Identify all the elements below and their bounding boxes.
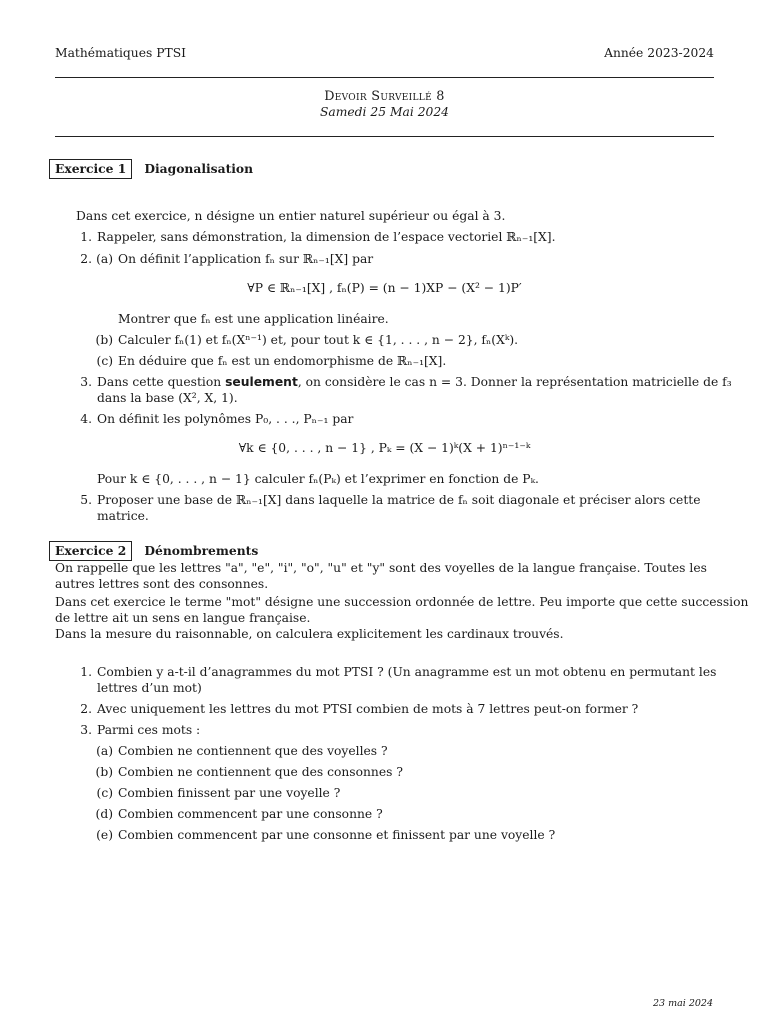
exercise-1-intro: Dans cet exercice, n désigne un entier naturel supérieur ou égal à 3. xyxy=(76,209,506,223)
ex1-question-2c: En déduire que fₙ est un endomorphisme de ℝₙ₋₁[X]. xyxy=(118,354,447,368)
exercise-1-box: Exercice 1 xyxy=(49,159,132,179)
q3-emphasis: seulement xyxy=(225,375,298,389)
ex1-question-4: On définit les polynômes P₀, . . ., Pₙ₋₁ par xyxy=(97,412,354,426)
exercise-2-box: Exercice 2 xyxy=(49,541,132,561)
list-number: 3. xyxy=(80,375,92,389)
ex1-question-1: Rappeler, sans démonstration, la dimension de l’espace vectoriel ℝₙ₋₁[X]. xyxy=(97,230,556,244)
list-number: 1. xyxy=(80,230,92,244)
header-right: Année 2023-2024 xyxy=(604,46,714,60)
document-date: Samedi 25 Mai 2024 xyxy=(319,105,450,119)
exercise-1-heading xyxy=(49,159,253,179)
header-left: Mathématiques PTSI xyxy=(55,46,186,60)
list-number: 4. xyxy=(80,412,92,426)
ex1-question-5-line2: matrice. xyxy=(97,509,149,523)
list-number: 3. xyxy=(80,723,92,737)
list-number: 2. xyxy=(80,252,92,266)
ex2-question-3e: Combien commencent par une consonne et finissent par une voyelle ? xyxy=(118,828,556,842)
header-rule xyxy=(55,77,714,78)
ex1-question-5: Proposer une base de ℝₙ₋₁[X] dans laquelle la matrice de fₙ soit diagonale et préciser alors cette xyxy=(97,493,701,507)
ex2-paragraph-3: Dans la mesure du raisonnable, on calculera explicitement les cardinaux trouvés. xyxy=(55,627,564,641)
list-number: 1. xyxy=(80,665,92,679)
ex1-question-2a-after: Montrer que fₙ est une application linéaire. xyxy=(118,312,389,326)
ex1-question-3 xyxy=(97,375,732,391)
list-number: 5. xyxy=(80,493,92,507)
sub-label: (b) xyxy=(95,333,113,347)
sub-label: (c) xyxy=(96,786,113,800)
ex2-question-3d: Combien commencent par une consonne ? xyxy=(118,807,383,821)
sub-label: (a) xyxy=(96,744,113,758)
sub-label: (b) xyxy=(95,765,113,779)
sub-label: (c) xyxy=(96,354,113,368)
sub-label: (e) xyxy=(96,828,113,842)
ex1-equation-2: ∀k ∈ {0, . . . , n − 1} , Pₖ = (X − 1)ᵏ(X + 1)ⁿ⁻¹⁻ᵏ xyxy=(238,441,531,455)
ex2-question-3: Parmi ces mots : xyxy=(97,723,201,737)
list-number: 2. xyxy=(80,702,92,716)
q3-text-pre: Dans cette question xyxy=(97,375,226,389)
footer-date: 23 mai 2024 xyxy=(652,998,713,1009)
ex1-question-2a: On définit l’application fₙ sur ℝₙ₋₁[X] par xyxy=(118,252,374,266)
sub-label: (a) xyxy=(96,252,113,266)
exercise-2-title: Dénombrements xyxy=(144,543,259,558)
ex2-paragraph-1-line2: autres lettres sont des consonnes. xyxy=(55,577,269,591)
q3-text-post: , on considère le cas n = 3. Donner la représentation matricielle de f₃ xyxy=(297,375,732,389)
ex2-paragraph-2-line2: de lettre ait un sens en langue française. xyxy=(55,611,311,625)
ex2-question-3c: Combien finissent par une voyelle ? xyxy=(118,786,341,800)
ex2-question-2: Avec uniquement les lettres du mot PTSI combien de mots à 7 lettres peut-on former ? xyxy=(97,702,639,716)
document-title: Devoir Surveillé 8 xyxy=(324,89,445,104)
ex2-question-3b: Combien ne contiennent que des consonnes ? xyxy=(118,765,403,779)
title-rule xyxy=(55,136,714,137)
ex2-question-1: Combien y a-t-il d’anagrammes du mot PTSI ? (Un anagramme est un mot obtenu en permutant les xyxy=(97,665,717,679)
ex2-question-1-line2: lettres d’un mot) xyxy=(97,681,202,695)
ex1-question-2b: Calculer fₙ(1) et fₙ(Xⁿ⁻¹) et, pour tout k ∈ {1, . . . , n − 2}, fₙ(Xᵏ). xyxy=(118,333,519,347)
ex2-paragraph-1: On rappelle que les lettres "a", "e", "i", "o", "u" et "y" sont des voyelles de la langue française. Toutes les xyxy=(55,561,707,575)
exercise-1-title: Diagonalisation xyxy=(144,161,254,176)
ex1-question-3-line2: dans la base (X², X, 1). xyxy=(97,391,238,405)
ex2-paragraph-2: Dans cet exercice le terme "mot" désigne une succession ordonnée de lettre. Peu importe que cette succession xyxy=(55,595,749,609)
ex1-equation-1: ∀P ∈ ℝₙ₋₁[X] , fₙ(P) = (n − 1)XP − (X² − 1)P′ xyxy=(247,281,522,295)
exercise-2-heading xyxy=(49,541,258,561)
sub-label: (d) xyxy=(95,807,113,821)
ex2-question-3a: Combien ne contiennent que des voyelles ? xyxy=(118,744,388,758)
ex1-question-4-after: Pour k ∈ {0, . . . , n − 1} calculer fₙ(Pₖ) et l’exprimer en fonction de Pₖ. xyxy=(97,472,539,486)
